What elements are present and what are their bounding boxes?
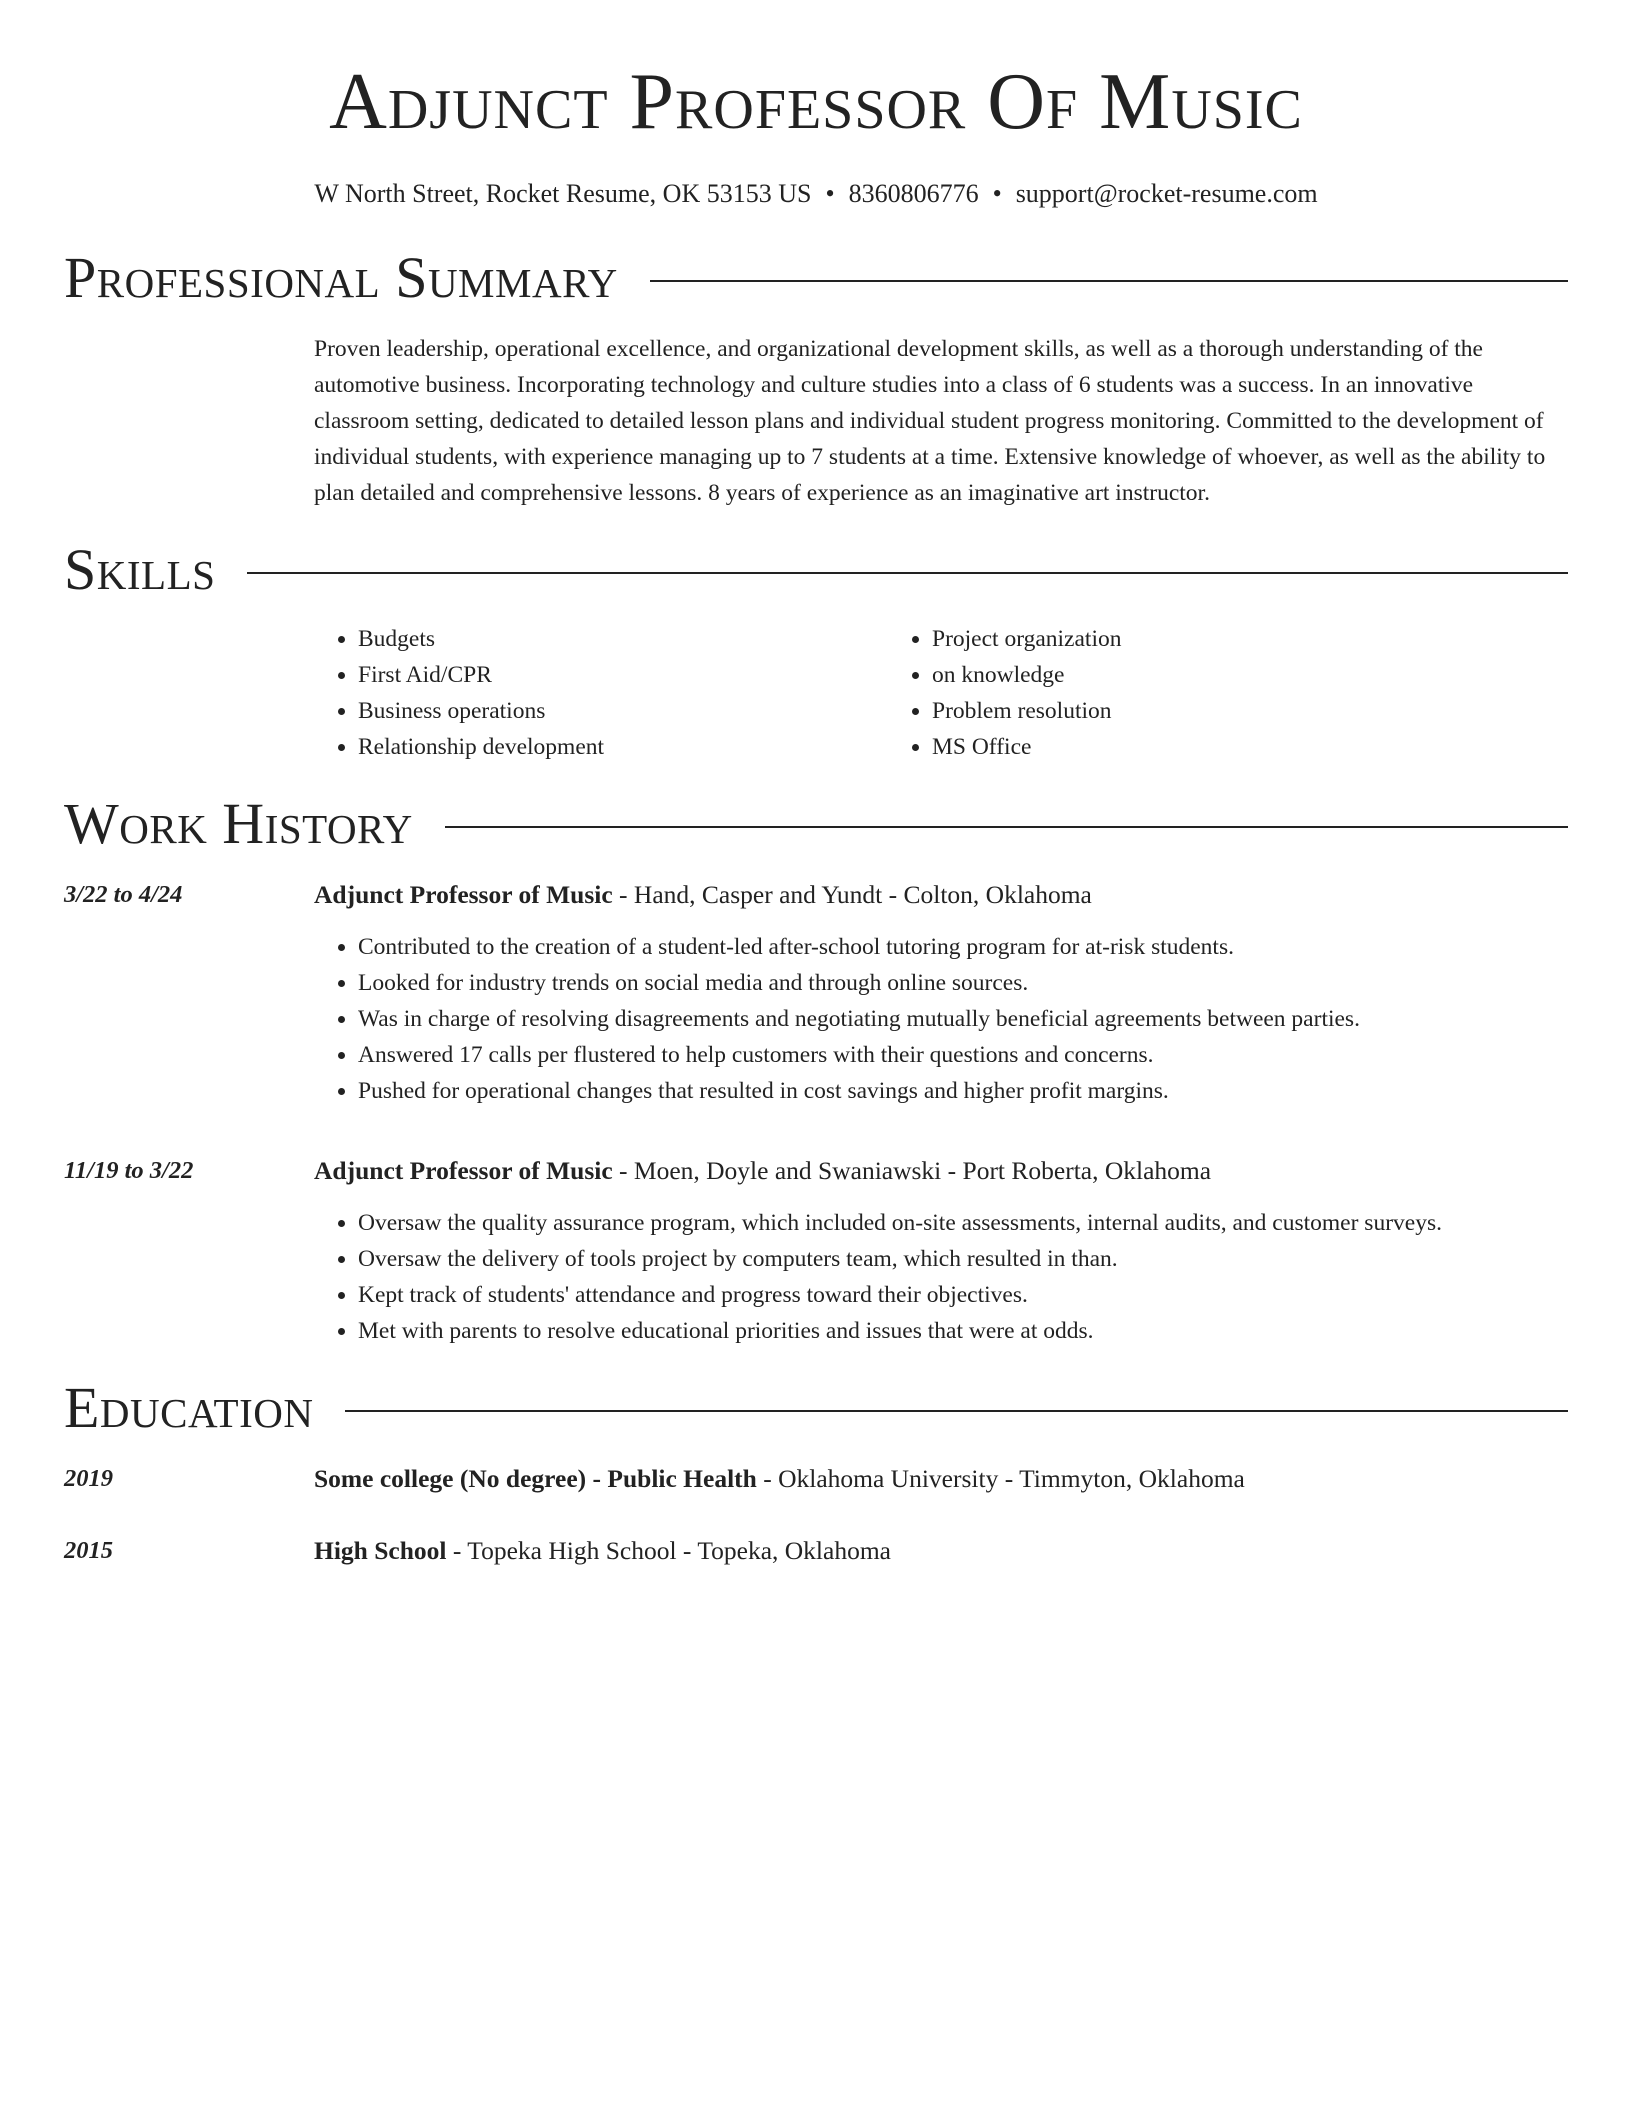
- skill-item: • Problem resolution: [932, 693, 1462, 729]
- contact-address: W North Street, Rocket Resume, OK 53153 US: [314, 179, 812, 208]
- skill-item: • MS Office: [932, 729, 1462, 765]
- job-dates: 11/19 to 3/22: [64, 1157, 194, 1185]
- summary-section: [64, 245, 1568, 511]
- skills-list-left: [314, 621, 888, 765]
- education-school: - Topeka High School - Topeka, Oklahoma: [446, 1536, 891, 1566]
- job-bullet: • Oversaw the quality assurance program, which included on-site assessments, internal audits, and customer surveys.: [358, 1205, 1568, 1241]
- section-divider: [345, 1410, 1568, 1412]
- job-title: Adjunct Professor of Music: [314, 1156, 613, 1186]
- job-bullet: • Met with parents to resolve educational priorities and issues that were at odds.: [358, 1313, 1568, 1349]
- job-bullet: • Answered 17 calls per flustered to help customers with their questions and concerns.: [358, 1037, 1568, 1073]
- education-year: 2019: [64, 1465, 113, 1493]
- work-history-section: [64, 791, 1568, 1349]
- education-year: 2015: [64, 1537, 113, 1565]
- section-divider: [445, 826, 1568, 828]
- job-bullet: • Oversaw the delivery of tools project by computers team, which resulted in than.: [358, 1241, 1568, 1277]
- education-text: [314, 1533, 1568, 1569]
- contact-separator: •: [992, 179, 1002, 208]
- education-degree: Some college (No degree) - Public Health: [314, 1464, 757, 1494]
- skills-columns: [314, 621, 1568, 765]
- job-entry: [64, 877, 1568, 1109]
- job-entry: [64, 1153, 1568, 1349]
- skill-item: • Relationship development: [358, 729, 888, 765]
- section-divider: [247, 572, 1568, 574]
- education-school: - Oklahoma University - Timmyton, Oklahoma: [756, 1464, 1245, 1494]
- education-heading: Education: [64, 1375, 314, 1441]
- contact-email: support@rocket-resume.com: [1015, 179, 1318, 208]
- contact-phone: 8360806776: [848, 179, 979, 208]
- skills-list-right: [888, 621, 1462, 765]
- job-bullets: [314, 929, 1568, 1109]
- skills-section: [64, 537, 1568, 765]
- education-section: [64, 1375, 1568, 1569]
- resume-title: Adjunct Professor Of Music: [329, 58, 1303, 146]
- education-text: [314, 1461, 1568, 1497]
- job-body: [314, 877, 1568, 1109]
- skills-header: [64, 537, 1568, 603]
- job-bullets: [314, 1205, 1568, 1349]
- skill-item: • Business operations: [358, 693, 888, 729]
- contact-separator: •: [825, 179, 835, 208]
- job-bullet: • Contributed to the creation of a student-led after-school tutoring program for at-risk students.: [358, 929, 1568, 965]
- skills-heading: Skills: [64, 537, 216, 603]
- work-history-header: [64, 791, 1568, 857]
- job-bullet: • Kept track of students' attendance and progress toward their objectives.: [358, 1277, 1568, 1313]
- skill-item: • Budgets: [358, 621, 888, 657]
- job-title: Adjunct Professor of Music: [314, 880, 613, 910]
- section-divider: [650, 280, 1568, 282]
- education-degree: High School: [314, 1536, 447, 1566]
- education-header: [64, 1375, 1568, 1441]
- job-bullet: • Was in charge of resolving disagreements and negotiating mutually beneficial agreements between parties.: [358, 1001, 1568, 1037]
- skill-item: • Project organization: [932, 621, 1462, 657]
- job-bullet: • Pushed for operational changes that resulted in cost savings and higher profit margins.: [358, 1073, 1568, 1109]
- job-dates: 3/22 to 4/24: [64, 881, 183, 909]
- summary-header: [64, 245, 1568, 311]
- summary-text: Proven leadership, operational excellence, and organizational development skills, as well as a thorough understanding of the automotive business. Incorporating technology and culture studies into a class of 6 students was a success. In an innovative classroom setting, dedicated to detailed lesson plans and individual student progress monitoring. Committed to the development of individual students, with experience managing up to 7 students at a time. Extensive knowledge of whoever, as well as the ability to plan detailed and comprehensive lessons. 8 years of experience as an imaginative art instructor.: [314, 336, 1546, 507]
- contact-line: [64, 178, 1568, 209]
- job-employer: - Moen, Doyle and Swaniawski - Port Roberta, Oklahoma: [612, 1156, 1212, 1186]
- job-title-line: [314, 1153, 1568, 1189]
- summary-heading: Professional Summary: [64, 245, 618, 311]
- job-bullet: • Looked for industry trends on social media and through online sources.: [358, 965, 1568, 1001]
- job-employer: - Hand, Casper and Yundt - Colton, Oklahoma: [612, 880, 1092, 910]
- education-entry: [64, 1461, 1568, 1497]
- work-history-heading: Work History: [64, 791, 413, 857]
- skill-item: • First Aid/CPR: [358, 657, 888, 693]
- job-body: [314, 1153, 1568, 1349]
- job-title-line: [314, 877, 1568, 913]
- education-entry: [64, 1533, 1568, 1569]
- skill-item: • on knowledge: [932, 657, 1462, 693]
